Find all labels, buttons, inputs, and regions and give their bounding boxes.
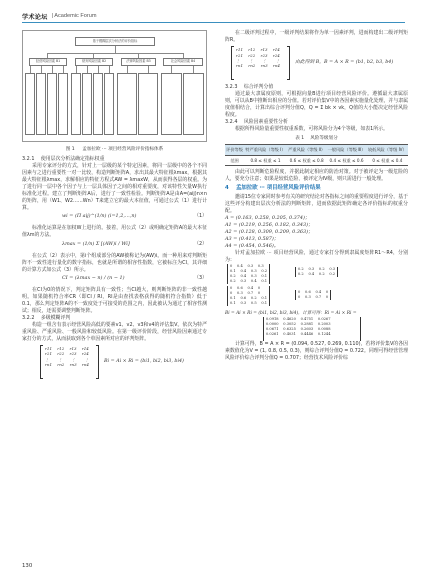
- matrix-r4: [295, 290, 331, 300]
- matrix-row: 0.0261 0.4031 0.4446 0.1244: [266, 332, 331, 337]
- matrix-row: 0 0.4 0.3 0.3: [230, 264, 264, 269]
- fig-top-box: 基于模糊层次分析法的评价指标: [75, 37, 155, 46]
- matrix-row: 0 0.6 0.4 0: [230, 286, 261, 291]
- fig-leaf-box: [138, 73, 158, 135]
- table-cell: 0.8 ≤ 权重 ≤ 1: [244, 155, 287, 165]
- matrix-cells: r11 r12 r13 r14 r21 r22 r23 r24 ⋮ ⋮ ⋮ ⋮ rn1 rn2 rn3 rn4: [236, 47, 280, 69]
- matrix-row: 0.1 0.4 0.3 0.2: [230, 269, 268, 274]
- fig-leaf-box: [117, 73, 137, 135]
- journal-section-en: | Academic Forum: [51, 13, 97, 19]
- fig-connector: [193, 66, 194, 73]
- table-cell: 0.6 ≤ 权重 ≤ 0.8: [287, 155, 326, 165]
- fig-level1-b1: 经营风险因素 B1: [29, 58, 67, 66]
- section-3-2-3-heading: 3.2.3 综合评判分值: [225, 84, 274, 91]
- weight-vector: A4 = (0.454, 0.546)。: [225, 243, 279, 250]
- weight-vector: A2 = (0.128, 0.309, 0.209, 0.363)；: [225, 228, 313, 235]
- table-cell: 0.4 ≤ 权重 ≤ 0.6: [326, 155, 366, 165]
- fig-leaf-box: [71, 73, 81, 135]
- paragraph: 标准化运算是在加权W上进行的。接着，用公式（2）或明确定矩阵A的最大本征值λm的方法。: [22, 225, 207, 239]
- fig-leaf-box: [58, 73, 68, 135]
- equation-2: [22, 241, 207, 252]
- matrix-bracket-left: [40, 345, 43, 379]
- risk-level-table: [225, 144, 408, 165]
- matrix-row: 0.1 0.3 0.5 0.1: [230, 301, 268, 306]
- table-cell: 范围: [225, 155, 244, 165]
- weight-vector: A = (0.163, 0.258, 0.205, 0.374)；: [225, 214, 310, 221]
- second-level-matrix-r: [225, 46, 408, 82]
- table-header-cell: 严重风险（等级 Ⅱ）: [287, 145, 326, 155]
- matrix-bracket-left: [231, 46, 234, 80]
- paragraph: 针对孟加拉欧 ⋯ 项目经营风险，通过专家打分得到隶属度矩阵R1～R4，分别为：: [225, 250, 408, 264]
- paragraph: 根据所得风险量重要性权重系数，可将风险分为4个等级，如表1所示。: [235, 126, 388, 133]
- fig-connector: [76, 66, 77, 73]
- fig-leaf-box: [93, 73, 103, 135]
- weight-vector: A3 = (0.413, 0.587)；: [225, 235, 279, 242]
- journal-section-title: 学术论坛: [22, 13, 48, 21]
- matrix-row: 0.2 0.4 0.2 0.2: [298, 272, 336, 277]
- table-1-caption: 表 1 风险等级划分: [295, 136, 338, 142]
- page-number: 130: [22, 563, 33, 569]
- fig-connector: [171, 66, 172, 73]
- header-rule: [22, 22, 405, 23]
- paragraph: 在二级评判过程中，一级评判结果将作为单一因素评判，进而构建出二级评判矩阵R。: [225, 30, 408, 44]
- matrix-r2: [295, 267, 338, 277]
- matrix-row: 0.0000 0.3052 0.2881 0.2003: [266, 322, 331, 327]
- equation-3-number: （3）: [194, 274, 207, 281]
- matrix-row: 0.0918 0.4620 0.4751 0.0267: [266, 317, 331, 322]
- matrix-row: 0.2 0.4 0.3 0.1: [230, 274, 268, 279]
- fig-connector: [148, 66, 149, 73]
- judgement-matrix-r: [22, 345, 207, 381]
- fig-level1-b2: 财务风险因素 B2: [75, 58, 113, 66]
- figure-1: [22, 30, 207, 142]
- matrix-row: 0 0.3 0.7 0: [298, 295, 329, 300]
- membership-matrices: [225, 264, 408, 310]
- section-3-2-4-heading: 3.2.4 风险因素重要性分析: [225, 119, 288, 126]
- matrix-bracket-right: [96, 345, 99, 379]
- matrix-row: 0.2 0.3 0.2 0.3: [298, 267, 336, 272]
- section-4-heading: 4 孟加拉欧 ⋯ 项目经营风险评价结果: [225, 184, 321, 191]
- matrix-r1: [227, 264, 270, 284]
- matrix-equation: Bi = Ai × Ri = (bi1, bi2, bi3, bi4): [104, 359, 184, 365]
- paragraph: 采用专家评分的方式，针对上一层级的某个特定因素，将同一层级中的各个不同因素与之进行重要性一对一比较，构造判断矩阵A，求出其最大特征根λmax，根据其最大特征根λmax，求解相应的特征方程式AW = λmaxW，从而获得各层的权重。为了进行同一层中各个因子与上一层具体因子之间的相对重要度，对该特性矢量W执行标准化过程。建立了判断矩阵A后，进行了一致性检验。判断矩阵A是由A=(aij)n×n的矩阵，用（W1、W2……Wn）T来建立它的最大本征值，可通过公式（1）进行计算。: [22, 163, 207, 212]
- figure-1-caption: 图 1 孟加拉欧 ⋯ 项目经营风险评价指标体系: [65, 147, 164, 152]
- left-column: [22, 30, 207, 383]
- fig-leaf-box: [161, 73, 182, 135]
- equation-3: [22, 275, 207, 286]
- fig-leaf-box: [36, 73, 46, 135]
- table-header-cell: 一般风险（等级 Ⅲ）: [326, 145, 366, 155]
- matrix-row: 0.0671 0.6325 0.2603 0.0088: [266, 327, 331, 332]
- equation-1-expr: wi = (Π aij)^(1/n) (i=1,2,…,n): [62, 213, 137, 220]
- table-header-cell: 特严重风险（等级 Ⅰ）: [244, 145, 287, 155]
- fig-connector: [98, 66, 99, 73]
- paragraph: 在CI为0的情况下，判定矩阵具有一致性；当CI越大，则判断矩阵的非一致性越明。如果随机符合率CR（即CI / RI，RI是由查找表格获得的随机符合指数）低于0.1，那么判定矩阵A的不一致度处于可接受的范围之内，因此被认为通过了相容性测试；相反，还需要调整判断矩阵。: [22, 286, 207, 314]
- fig-connector: [47, 53, 184, 54]
- fig-leaf-box: [104, 73, 114, 135]
- matrix-cells: r11 r12 r13 r14 r21 r22 r23 r24 ⋮ ⋮ ⋮ ⋮ rn1 rn2 rn3 rn4: [45, 346, 89, 368]
- matrix-equation: 由此得到 B，B = A × R = (b1, b2, b3, b4): [295, 60, 394, 66]
- fig-leaf-box: [82, 73, 92, 135]
- fig-connector: [41, 66, 42, 73]
- fig-connector: [127, 66, 128, 73]
- fig-connector: [115, 46, 116, 53]
- fig-connector: [52, 66, 53, 73]
- fig-level1-b4: 社会风险因素 B4: [163, 58, 203, 66]
- result-matrix: [263, 317, 361, 341]
- fig-leaf-box: [47, 73, 57, 135]
- table-cell: 0 ≤ 权重 ≤ 0.4: [367, 155, 408, 165]
- equation-2-number: （2）: [194, 240, 207, 247]
- matrix-row: 0.1 0.6 0.2 0.1: [230, 296, 268, 301]
- weight-vector: A1 = (0.219, 0.256, 0.182, 0.343)；: [225, 221, 313, 228]
- paragraph: 由此可以判断危险程度，并据此制定相应的防治对策。对于被评定为一级危险的人，要充分注意；如果是较低危险，被评定为Ⅳ级，则只需进行一般处理。: [225, 168, 408, 182]
- section-3-2-1-heading: 3.2.1 使用层次分析法确定指标权重: [22, 156, 105, 163]
- paragraph: 计算可得，B = A × R = (0.094, 0.527, 0.269, 0.110)，若将评价集V的各因素数值化为V = (1, 0.8, 0.5, 0.3)，则综合评判分值Q = 0.722。同理可得经营管理风险评价综合评判分值Q = 0.707；经营技术风险评价综: [225, 341, 408, 362]
- fig-leaf-box: [183, 73, 204, 135]
- matrix-r3: [227, 286, 270, 306]
- table-header-row: [225, 145, 408, 155]
- paragraph: 在公式（2）表示中，第i个组成部分的AW被称记为(AW)i。而一种用来对判断矩阵不一致性进行量化的数字指标，也就是所谓的相容性指数，它被标注为CI，其详细的计算方式如公式（3）所示。: [22, 252, 207, 273]
- fig-leaf-box: [25, 73, 35, 135]
- matrix-row: 0 0.6 0.4 0: [298, 290, 329, 295]
- section-3-2-2-heading: 3.2.2 多级模糊评判: [22, 314, 71, 321]
- right-column: [225, 30, 408, 362]
- fig-connector: [30, 66, 31, 73]
- equation-2-expr: λmax = (1/n) Σ [(AW)i / Wi]: [62, 240, 130, 247]
- table-header-cell: 较低风险（等级 Ⅳ）: [367, 145, 408, 155]
- matrix-bracket-right: [287, 46, 290, 80]
- table-row: [225, 155, 408, 165]
- paragraph: 通过最大隶属度原则，可根据向量B进行项目经营风险评价。遵循最大隶属原则，可以从B中推断出相应的分值。若对评价集V中的各因素实施量化处理，并与隶属度值相结合，计算出综合评判分值Q，Q = Σ bk × vk，Q值的大小能决定经营风险程度。: [225, 91, 408, 119]
- bi-formula-line: Bi = Ai × Ri = (bi1, bi2, bi3, bi4)，计算可得：Ri = Ai × Ri =: [225, 311, 357, 317]
- equation-1: [22, 213, 207, 224]
- fig-level1-b3: 法律风险因素 B3: [121, 58, 156, 66]
- paragraph: 构造一组含有表示经营风险高低的要素v1、v2、v3和v4的评估集V。依次为特严重风险、严重风险、一般风险和较低风险。在第一级评价阶段，经营风险因素通过专家打分的方式，从而获取到各个单因素所对应的评判矩阵。: [22, 321, 207, 342]
- equation-3-expr: CI = (λmax − n) / (n − 1): [62, 274, 125, 281]
- fig-connector: [109, 66, 110, 73]
- matrix-row: 0.2 0.3 0.4 0.1: [230, 279, 268, 284]
- fig-connector: [63, 66, 64, 73]
- matrix-row: 0 0.3 0.7 0: [230, 291, 261, 296]
- fig-connector: [87, 66, 88, 73]
- paragraph: 邀请15位专家同时参考有关的研究结论对各指标之间的重要程度进行评分，基于这些评分构建出层次分析法的判断矩阵，进而依据此矩阵确定各评价指标的权重分配。: [225, 193, 408, 214]
- equation-1-number: （1）: [194, 213, 207, 220]
- table-header-cell: 评价等级: [225, 145, 244, 155]
